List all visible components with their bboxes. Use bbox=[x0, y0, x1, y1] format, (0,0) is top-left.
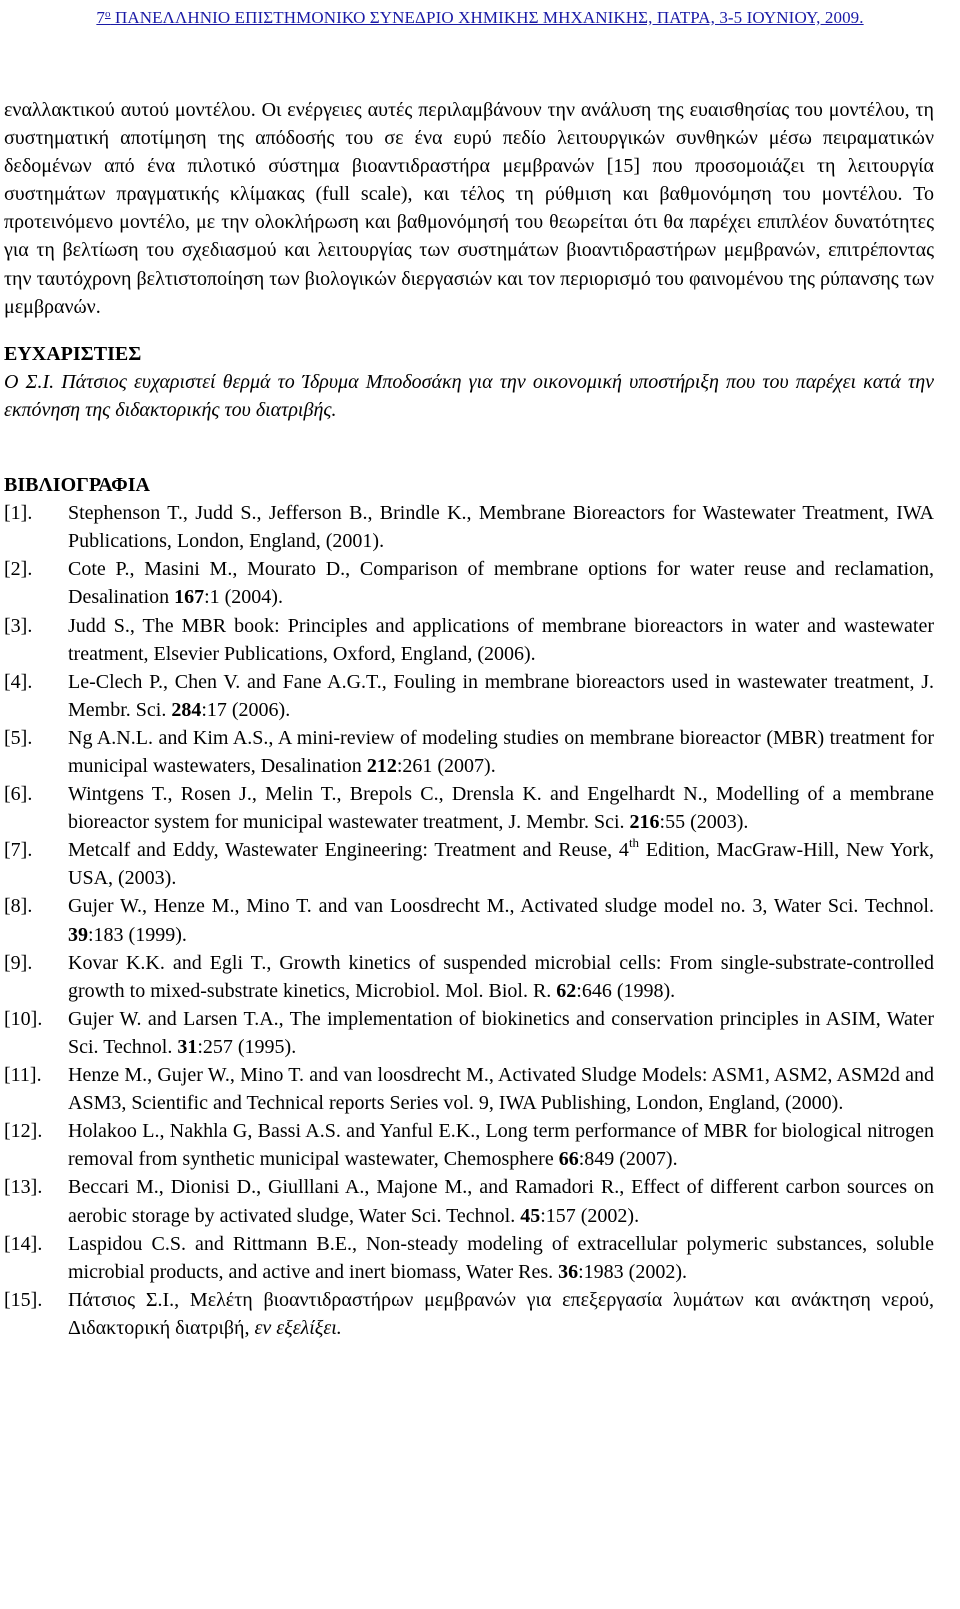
reference-segment: Wintgens T., Rosen J., Melin T., Brepols C., Drensla K. and Engelhardt N., Modelling of a membrane bioreactor system for municipal wastewater treatment, J. Membr. Sci. bbox=[68, 783, 934, 834]
reference-segment: Gujer W., Henze M., Mino T. and van Loosdrecht M., Activated sludge model no. 3, Water Sci. Technol. bbox=[68, 895, 934, 918]
reference-volume: 39 bbox=[68, 923, 88, 946]
reference-item bbox=[4, 836, 934, 892]
reference-item bbox=[4, 668, 934, 724]
reference-volume: 284 bbox=[171, 698, 202, 721]
reference-text bbox=[68, 1008, 934, 1058]
page-content bbox=[4, 96, 934, 1342]
reference-list bbox=[4, 499, 934, 1342]
reference-superscript: th bbox=[628, 835, 640, 851]
reference-segment: :261 (2007). bbox=[396, 755, 496, 777]
reference-number: [3]. bbox=[4, 614, 33, 637]
reference-volume: 167 bbox=[174, 586, 205, 609]
reference-segment: Stephenson T., Judd S., Jefferson B., Brindle K., Membrane Bioreactors for Wastewater Treatment, IWA Publications, London, England, (2001). bbox=[68, 502, 934, 553]
reference-segment: :55 (2003). bbox=[659, 811, 749, 834]
reference-volume: 212 bbox=[366, 755, 397, 777]
reference-text bbox=[68, 895, 934, 945]
reference-item bbox=[4, 499, 934, 555]
reference-number: [1]. bbox=[4, 502, 33, 525]
reference-text bbox=[68, 1176, 934, 1226]
reference-segment: :17 (2006). bbox=[201, 698, 291, 721]
reference-item bbox=[4, 555, 934, 611]
acknowledgements-text: Ο Σ.Ι. Πάτσιος ευχαριστεί θερμά το Ίδρυμα Μποδοσάκη για την οικονομική υποστήριξη που του παρέχει κατά την εκπόνηση της διδακτορικής του διατριβής. bbox=[4, 370, 934, 421]
body-paragraph: εναλλακτικού αυτού μοντέλου. Οι ενέργειες αυτές περιλαμβάνουν την ανάλυση της ευαισθησίας του μοντέλου, τη συστηματική αποτίμηση της απόδοσής του σε ένα ευρύ πεδίο λειτουργικών συνθηκών μέσω πειραματικών δεδομένων από ένα πιλοτικό σύστημα βιοαντιδραστήρα μεμβρανών [15] που προσομοιάζει τη λειτουργία συστημάτων πραγματικής κλίμακας (full scale), και τέλος τη ρύθμιση και βαθμονόμηση του μοντέλου. Το προτεινόμενο μοντέλο, με την ολοκλήρωση και βαθμονόμησή του θεωρείται ότι θα παρέχει επιπλέον δυνατότητες για τη βελτίωση του σχεδιασμού και λειτουργίας των συστημάτων βιοαντιδραστήρων μεμβρανών, επιτρέποντας την ταυτόχρονη βελτιστοποίηση των βιολογικών διεργασιών και τον περιορισμό του φαινομένου της ρύπανσης των μεμβρανών. bbox=[4, 99, 934, 318]
reference-segment: :157 (2002). bbox=[540, 1204, 640, 1227]
reference-text bbox=[68, 1064, 934, 1114]
reference-segment: Judd S., The MBR book: Principles and applications of membrane bioreactors in water and wastewater treatment, Elsevier Publications, Oxford, England, (2006). bbox=[68, 614, 934, 665]
reference-segment: :1 (2004). bbox=[204, 586, 283, 609]
reference-number: [13]. bbox=[4, 1176, 43, 1199]
reference-number: [2]. bbox=[4, 558, 33, 581]
reference-item bbox=[4, 892, 934, 948]
reference-segment: :183 (1999). bbox=[88, 923, 187, 946]
reference-number: [8]. bbox=[4, 895, 33, 918]
header-ordinal-superscript: ο bbox=[104, 8, 111, 20]
reference-text bbox=[68, 615, 934, 665]
reference-volume: 36 bbox=[558, 1260, 579, 1283]
reference-item bbox=[4, 780, 934, 836]
reference-segment: Kovar K.K. and Egli T., Growth kinetics of suspended microbial cells: From single-substrate-controlled growth to mixed-substrate kinetics, Microbiol. Mol. Biol. R. bbox=[68, 951, 934, 1002]
reference-segment: Beccari M., Dionisi D., Giulllani A., Majone M., and Ramadori R., Effect of different carbon sources on aerobic storage by activated sludge, Water Sci. Technol. bbox=[68, 1176, 934, 1227]
reference-item bbox=[4, 612, 934, 668]
reference-text bbox=[68, 671, 934, 721]
reference-segment: :1983 (2002). bbox=[578, 1260, 687, 1283]
reference-segment: εν εξελίξει. bbox=[254, 1316, 342, 1339]
reference-number: [9]. bbox=[4, 951, 33, 974]
reference-volume: 62 bbox=[556, 979, 577, 1002]
reference-segment: Metcalf and Eddy, Wastewater Engineering: Treatment and Reuse, 4 bbox=[68, 839, 629, 862]
reference-number: [15]. bbox=[4, 1288, 43, 1311]
reference-item bbox=[4, 949, 934, 1005]
conference-header bbox=[0, 4, 960, 28]
reference-number: [7]. bbox=[4, 839, 33, 862]
reference-number: [14]. bbox=[4, 1232, 43, 1255]
reference-segment: Cote P., Masini M., Mourato D., Comparison of membrane options for water reuse and reclamation, Desalination bbox=[68, 558, 934, 609]
reference-number: [12]. bbox=[4, 1120, 43, 1143]
reference-segment: :646 (1998). bbox=[576, 979, 676, 1002]
reference-text bbox=[68, 727, 934, 777]
reference-number: [10]. bbox=[4, 1007, 43, 1030]
reference-number: [6]. bbox=[4, 783, 33, 806]
reference-segment: Πάτσιος Σ.Ι., Μελέτη βιοαντιδραστήρων μεμβρανών για επεξεργασία λυμάτων και ανάκτηση νερού, Διδακτορική διατριβή, bbox=[68, 1288, 934, 1339]
header-text: ΠΑΝΕΛΛΗΝΙΟ ΕΠΙΣΤΗΜΟΝΙΚΟ ΣΥΝΕΔΡΙΟ ΧΗΜΙΚΗΣ ΜΗΧΑΝΙΚΗΣ, ΠΑΤΡΑ, 3-5 ΙΟΥΝΙΟΥ, 2009. bbox=[110, 8, 864, 27]
reference-item bbox=[4, 1230, 934, 1286]
reference-number: [11]. bbox=[4, 1064, 42, 1087]
header-ordinal: 7 bbox=[96, 8, 105, 27]
reference-segment: Le-Clech P., Chen V. and Fane A.G.T., Fouling in membrane bioreactors used in wastewater treatment, J. Membr. Sci. bbox=[68, 670, 934, 721]
reference-segment: Holakoo L., Nakhla G, Bassi A.S. and Yanful E.K., Long term performance of MBR for biological nitrogen removal from synthetic municipal wastewater, Chemosphere bbox=[68, 1120, 934, 1171]
reference-item bbox=[4, 1117, 934, 1173]
reference-text bbox=[68, 558, 934, 608]
bibliography-heading: ΒΙΒΛΙΟΓΡΑΦΙΑ bbox=[4, 474, 150, 497]
reference-volume: 45 bbox=[520, 1204, 541, 1227]
reference-item bbox=[4, 1286, 934, 1342]
reference-text bbox=[68, 1120, 934, 1170]
reference-text bbox=[68, 835, 934, 890]
reference-number: [5]. bbox=[4, 726, 33, 749]
reference-segment: Edition, MacGraw-Hill, New York, USA, (2003). bbox=[68, 839, 934, 890]
reference-segment: Ng A.N.L. and Kim A.S., A mini-review of modeling studies on membrane bioreactor (MBR) treatment for municipal wastewaters, Desalination bbox=[68, 726, 934, 777]
reference-segment: :849 (2007). bbox=[578, 1148, 678, 1171]
reference-segment: Laspidou C.S. and Rittmann B.E., Non-steady modeling of extracellular polymeric substances, soluble microbial products, and active and inert biomass, Water Res. bbox=[68, 1232, 934, 1283]
reference-volume: 66 bbox=[558, 1148, 579, 1171]
reference-item bbox=[4, 1005, 934, 1061]
reference-segment: Gujer W. and Larsen T.A., The implementation of biokinetics and conservation principles in ASIM, Water Sci. Technol. bbox=[68, 1007, 934, 1058]
reference-segment: :257 (1995). bbox=[197, 1035, 297, 1058]
reference-text bbox=[68, 1289, 934, 1339]
reference-text bbox=[68, 1233, 934, 1283]
reference-segment: Henze M., Gujer W., Mino T. and van loosdrecht M., Activated Sludge Models: ASM1, ASM2, ASM2d and ASM3, Scientific and Technical reports Series vol. 9, IWA Publishing, London, England, (2000). bbox=[68, 1064, 934, 1115]
reference-volume: 31 bbox=[177, 1035, 198, 1058]
reference-item bbox=[4, 1173, 934, 1229]
reference-volume: 216 bbox=[629, 811, 660, 834]
reference-item bbox=[4, 724, 934, 780]
reference-text bbox=[68, 783, 934, 833]
reference-text bbox=[68, 952, 934, 1002]
reference-item bbox=[4, 1061, 934, 1117]
reference-number: [4]. bbox=[4, 670, 33, 693]
acknowledgements-heading: ΕΥΧΑΡΙΣΤΙΕΣ bbox=[4, 342, 142, 365]
reference-text bbox=[68, 502, 934, 552]
